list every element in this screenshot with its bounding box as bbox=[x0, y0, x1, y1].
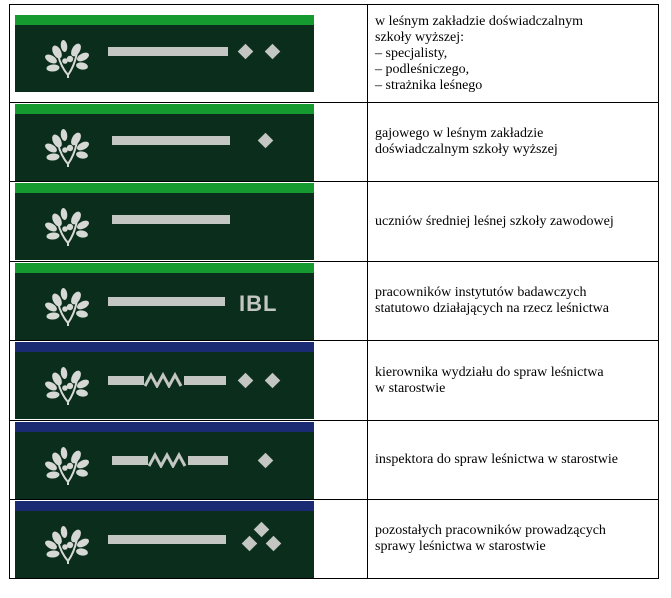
insignia-bar bbox=[108, 47, 228, 56]
description-line: szkoły wyższej: bbox=[375, 29, 465, 45]
insignia-badge bbox=[15, 15, 314, 92]
oak-leaves-icon bbox=[43, 285, 93, 327]
oak-leaves-icon bbox=[43, 523, 93, 565]
diamond-icon bbox=[265, 373, 281, 389]
description-line: doświadczalnym szkoły wyższej bbox=[375, 142, 558, 157]
table-row bbox=[10, 500, 659, 579]
diamond-icon bbox=[258, 452, 274, 468]
description-cell bbox=[368, 421, 659, 500]
description-line: – podleśniczego, bbox=[375, 61, 470, 77]
diamond-icon bbox=[254, 521, 270, 537]
insignia-bar bbox=[184, 376, 226, 385]
description-line: uczniów średniej leśnej szkoły zawodowej bbox=[375, 213, 614, 229]
badge-cell bbox=[10, 421, 368, 500]
insignia-badge bbox=[15, 104, 314, 181]
navy-stripe bbox=[15, 501, 314, 511]
diamond-icon bbox=[238, 44, 254, 60]
oak-leaves-icon bbox=[43, 205, 93, 247]
insignia-badge bbox=[15, 422, 314, 499]
description-cell bbox=[368, 262, 659, 341]
description-line: w starostwie bbox=[375, 380, 446, 396]
green-stripe bbox=[15, 104, 314, 114]
insignia-badge bbox=[15, 342, 314, 419]
insignia-bar bbox=[188, 456, 228, 465]
insignia-badge bbox=[15, 183, 314, 260]
diamond-icon bbox=[238, 373, 254, 389]
table-row bbox=[10, 341, 659, 421]
table-row bbox=[10, 182, 659, 262]
description-line: statutowo działających na rzecz leśnictwa bbox=[375, 301, 609, 316]
description-cell bbox=[368, 5, 659, 103]
oak-leaves-icon bbox=[43, 37, 93, 79]
insignia-bar bbox=[108, 376, 144, 385]
green-stripe bbox=[15, 183, 314, 193]
ibl-label: IBL bbox=[239, 290, 278, 316]
navy-stripe bbox=[15, 422, 314, 432]
oak-leaves-icon bbox=[43, 126, 93, 168]
description-line: pracowników instytutów badawczych bbox=[375, 285, 587, 300]
navy-stripe bbox=[15, 342, 314, 352]
description-line: w leśnym zakładzie doświadczalnym bbox=[375, 13, 583, 29]
description-line: inspektora do spraw leśnictwa w starostwie bbox=[375, 452, 618, 467]
wave-icon bbox=[144, 372, 184, 388]
badge-cell bbox=[10, 182, 368, 262]
description-cell bbox=[368, 103, 659, 182]
insignia-table bbox=[9, 4, 659, 579]
insignia-bar bbox=[108, 535, 226, 544]
insignia-bar bbox=[112, 456, 148, 465]
oak-leaves-icon bbox=[43, 364, 93, 406]
table-row bbox=[10, 421, 659, 500]
description-line: gajowego w leśnym zakładzie bbox=[375, 126, 544, 141]
badge-cell bbox=[10, 500, 368, 579]
insignia-badge bbox=[15, 263, 314, 340]
table-row bbox=[10, 103, 659, 182]
description-line: – strażnika leśnego bbox=[375, 77, 483, 93]
insignia-badge bbox=[15, 501, 314, 578]
diamond-icon bbox=[258, 132, 274, 148]
description-cell bbox=[368, 341, 659, 421]
diamond-icon bbox=[242, 535, 258, 551]
description-line: sprawy leśnictwa w starostwie bbox=[375, 539, 546, 554]
description-cell bbox=[368, 500, 659, 579]
green-stripe bbox=[15, 263, 314, 273]
description-line: pozostałych pracowników prowadzących bbox=[375, 523, 606, 538]
diamond-icon bbox=[266, 535, 282, 551]
insignia-bar bbox=[108, 297, 225, 306]
badge-cell bbox=[10, 103, 368, 182]
description-line: kierownika wydziału do spraw leśnictwa bbox=[375, 364, 604, 380]
description-line: – specjalisty, bbox=[375, 45, 448, 61]
green-stripe bbox=[15, 15, 314, 25]
table-row bbox=[10, 5, 659, 103]
table-row bbox=[10, 262, 659, 341]
badge-cell bbox=[10, 262, 368, 341]
oak-leaves-icon bbox=[43, 444, 93, 486]
insignia-bar bbox=[112, 215, 230, 224]
badge-cell bbox=[10, 5, 368, 103]
description-cell bbox=[368, 182, 659, 262]
diamond-icon bbox=[265, 44, 281, 60]
insignia-bar bbox=[112, 136, 230, 145]
wave-icon bbox=[148, 452, 188, 468]
badge-cell bbox=[10, 341, 368, 421]
